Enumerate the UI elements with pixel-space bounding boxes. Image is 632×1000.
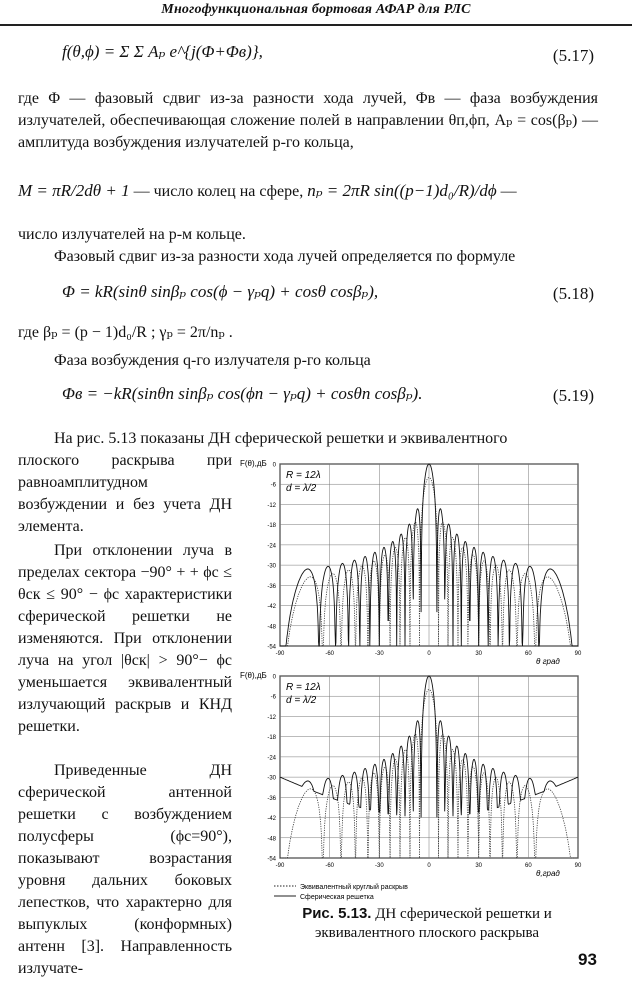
y-tick-label: 0: [272, 674, 276, 681]
legend: [274, 883, 408, 901]
paragraph-figure-reference: На рис. 5.13 показаны ДН сферической решетки и эквивалентного: [54, 430, 508, 447]
ring-count-formula: M = πR/2dθ + 1: [18, 181, 130, 200]
equation-number-5-19: (5.19): [552, 386, 594, 405]
legend-solid-label: Сферическая решетка: [300, 894, 374, 901]
y-tick-label: -54: [267, 856, 276, 863]
y-tick-label: -24: [267, 755, 276, 762]
x-tick-label: -90: [275, 863, 285, 869]
x-tick-label: 0: [427, 863, 431, 869]
caption-text: ДН сферической решетки и эквивалентного плоского раскрыва: [314, 906, 552, 941]
paragraph-phase-shift-intro: Фазовый сдвиг из-за разности хода лучей определяется по формуле: [54, 248, 516, 265]
y-tick-label: -18: [267, 523, 276, 530]
y-tick-label: -30: [267, 775, 276, 782]
figure-svg: [238, 456, 598, 918]
y-tick-label: -36: [267, 583, 276, 590]
paragraph-beam-deflection: При отклонении луча в пределах сектора −90° + + ϕc ≤ θск ≤ 90° − ϕc характеристики сферической решетки не изменяются. При отклонении луча на угол |θск| > 90°− ϕc уменьшается эквивалентный излучающий раскрыв и КНД решетки.: [18, 542, 232, 735]
page-number: 93: [578, 950, 597, 969]
figure-radiation-patterns: [238, 456, 598, 918]
y-tick-label: -36: [267, 795, 276, 802]
panel-top: [240, 459, 582, 666]
x-tick-label: -60: [325, 651, 335, 657]
y-tick-label: -54: [267, 644, 276, 651]
paragraph-beta-gamma: где βₚ = (p − 1)d₀/R ; γₚ = 2π/nₚ .: [18, 324, 233, 341]
paragraph-ring-count: [18, 180, 608, 203]
x-tick-label: 90: [574, 651, 582, 657]
running-head: Многофункциональная бортовая АФАР для РЛС: [0, 0, 632, 26]
y-tick-label: 0: [272, 462, 276, 469]
ring-count-text: — число колец на сфере,: [129, 183, 308, 200]
x-tick-label: -30: [374, 651, 384, 657]
param-R-label: R = 12λ: [286, 682, 321, 693]
x-tick-label: -90: [275, 651, 285, 657]
equation-number-5-18: (5.18): [552, 284, 594, 303]
x-axis-label: θ,град: [536, 869, 560, 878]
y-tick-label: -42: [267, 816, 276, 823]
elements-count-dash: —: [496, 183, 517, 200]
elements-count-formula: nₚ = 2πR sin((p−1)d₀/R)/dϕ: [307, 181, 497, 200]
paragraph-definitions: где Φ — фазовый сдвиг из-за разности хода лучей, Φв — фаза возбуждения излучателей, обеспечивающая сложение полей в направлении θп,ϕп, Aₚ = cos(βₚ) — амплитуда возбуждения излучателей p-го кольца,: [18, 90, 598, 151]
y-tick-label: -30: [267, 563, 276, 570]
param-d-label: d = λ/2: [286, 695, 317, 706]
x-tick-label: 0: [427, 651, 431, 657]
y-tick-label: -6: [270, 482, 276, 489]
equation-5-17: f(θ,ϕ) = Σ Σ Aₚ e^{j(Φ+Φв)},: [62, 42, 263, 61]
x-tick-label: 90: [574, 863, 582, 869]
legend-dotted-label: Эквивалентный круглый раскрыв: [300, 884, 408, 891]
paragraph-planar-aperture: плоского раскрыва при равноамплитудном возбуждении и без учета ДН элемента.: [18, 452, 232, 535]
x-tick-label: 30: [475, 651, 483, 657]
param-R-label: R = 12λ: [286, 470, 321, 481]
y-tick-label: -48: [267, 836, 276, 843]
y-axis-label: F(θ),дБ: [240, 459, 267, 468]
y-tick-label: -24: [267, 543, 276, 550]
y-tick-label: -18: [267, 735, 276, 742]
x-tick-label: 60: [524, 651, 532, 657]
equation-number-5-17: (5.17): [552, 46, 594, 65]
x-axis-label: θ град: [536, 657, 560, 666]
x-tick-label: 30: [475, 863, 483, 869]
y-tick-label: -6: [270, 694, 276, 701]
y-axis-label: F(θ),дБ: [240, 671, 267, 680]
paragraph-sidelobes: Приведенные ДН сферической антенной решетки с возбуждением полусферы (ϕc=90°), показывают возрастания уровня дальних боковых лепестков, что характерно для выпуклых (конформных) антенн [3]. Направленность излучате-: [18, 762, 232, 977]
figure-caption: [262, 904, 592, 943]
y-tick-label: -48: [267, 624, 276, 631]
paragraph-excitation-phase-intro: Фаза возбуждения q-го излучателя p-го кольца: [54, 352, 371, 369]
panel-bottom: [240, 671, 582, 878]
y-tick-label: -12: [267, 714, 276, 721]
paragraph-elements-per-ring: число излучателей на p-м кольце.: [18, 226, 246, 243]
y-tick-label: -12: [267, 502, 276, 509]
x-tick-label: -60: [325, 863, 335, 869]
x-tick-label: 60: [524, 863, 532, 869]
param-d-label: d = λ/2: [286, 483, 317, 494]
y-tick-label: -42: [267, 604, 276, 611]
equation-5-18: Φ = kR(sinθ sinβₚ cos(ϕ − γₚq) + cosθ cosβₚ),: [62, 282, 379, 301]
caption-label: Рис. 5.13.: [302, 905, 372, 922]
equation-5-19: Φв = −kR(sinθп sinβₚ cos(ϕп − γₚq) + cosθп cosβₚ).: [62, 384, 423, 403]
x-tick-label: -30: [374, 863, 384, 869]
